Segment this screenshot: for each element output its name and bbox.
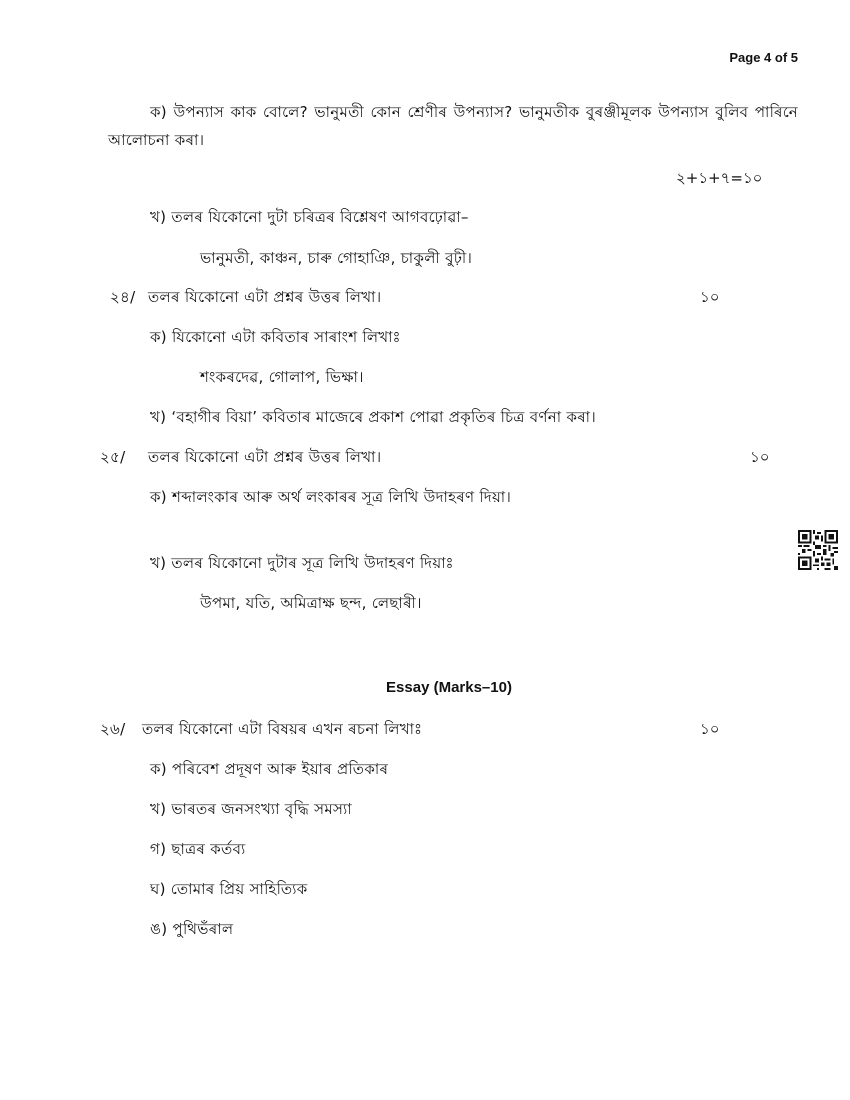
essay-topic: ক) পৰিবেশ প্ৰদূষণ আৰু ইয়াৰ প্ৰতিকাৰ	[150, 760, 389, 778]
q24-text: তলৰ যিকোনো এটা প্ৰশ্নৰ উত্তৰ লিখা।	[148, 288, 382, 306]
qr-code-icon	[798, 530, 838, 570]
q24-ka-text: ক) যিকোনো এটা কবিতাৰ সাৰাংশ লিখাঃ	[150, 328, 401, 346]
q26-text: তলৰ যিকোনো এটা বিষয়ৰ এখন ৰচনা লিখাঃ	[142, 720, 423, 738]
q23-ka-marks: ২+১+৭=১০	[676, 169, 763, 187]
q23-kha-options: ভানুমতী, কাঞ্চন, চাৰু গোহাঞি, চাকুলী বুঢ়ী।	[200, 249, 473, 267]
q23-kha-text: খ) তলৰ যিকোনো দুটা চৰিত্ৰৰ বিশ্লেষণ আগবঢ়োৱা–	[150, 208, 469, 226]
q24-marks: ১০	[700, 288, 720, 306]
q25-number: ২৫/	[100, 448, 126, 466]
q25-kha-text: খ) তলৰ যিকোনো দুটাৰ সূত্ৰ লিখি উদাহৰণ দিয়াঃ	[150, 554, 454, 572]
q25-ka-text: ক) শব্দালংকাৰ আৰু অৰ্থ লংকাৰৰ সূত্ৰ লিখি উদাহৰণ দিয়া।	[150, 488, 512, 506]
essay-topic: ঙ) পুথিভঁৰাল	[150, 920, 234, 938]
q25-marks: ১০	[750, 448, 770, 466]
q24-kha-text: খ) ‘বহাগীৰ বিয়া’ কবিতাৰ মাজেৰে প্ৰকাশ পোৱা প্ৰকৃতিৰ চিত্ৰ বৰ্ণনা কৰা।	[150, 408, 596, 426]
essay-topic: খ) ভাৰতৰ জনসংখ্যা বৃদ্ধি সমস্যা	[150, 800, 352, 818]
q24-ka-options: শংকৰদেৱ, গোলাপ, ভিক্ষা।	[200, 368, 364, 386]
q25-kha-options: উপমা, যতি, অমিত্ৰাক্ষ ছন্দ, লেছাৰী।	[200, 594, 422, 612]
essay-topic: ঘ) তোমাৰ প্ৰিয় সাহিত্যিক	[150, 880, 308, 898]
q23-ka-text: ক) উপন্যাস কাক বোলে? ভানুমতী কোন শ্ৰেণীৰ উপন্যাস? ভানুমতীক বুৰঞ্জীমূলক উপন্যাস বুলিব পাৰিনে আলোচনা কৰা।	[108, 103, 798, 149]
essay-heading: Essay (Marks–10)	[386, 679, 512, 696]
q25-text: তলৰ যিকোনো এটা প্ৰশ্নৰ উত্তৰ লিখা।	[148, 448, 382, 466]
q26-marks: ১০	[700, 720, 720, 738]
q24-number: ২৪/	[110, 288, 136, 306]
q26-number: ২৬/	[100, 720, 126, 738]
page-number: Page 4 of 5	[729, 50, 798, 65]
essay-topic: গ) ছাত্ৰৰ কৰ্তব্য	[150, 840, 246, 858]
